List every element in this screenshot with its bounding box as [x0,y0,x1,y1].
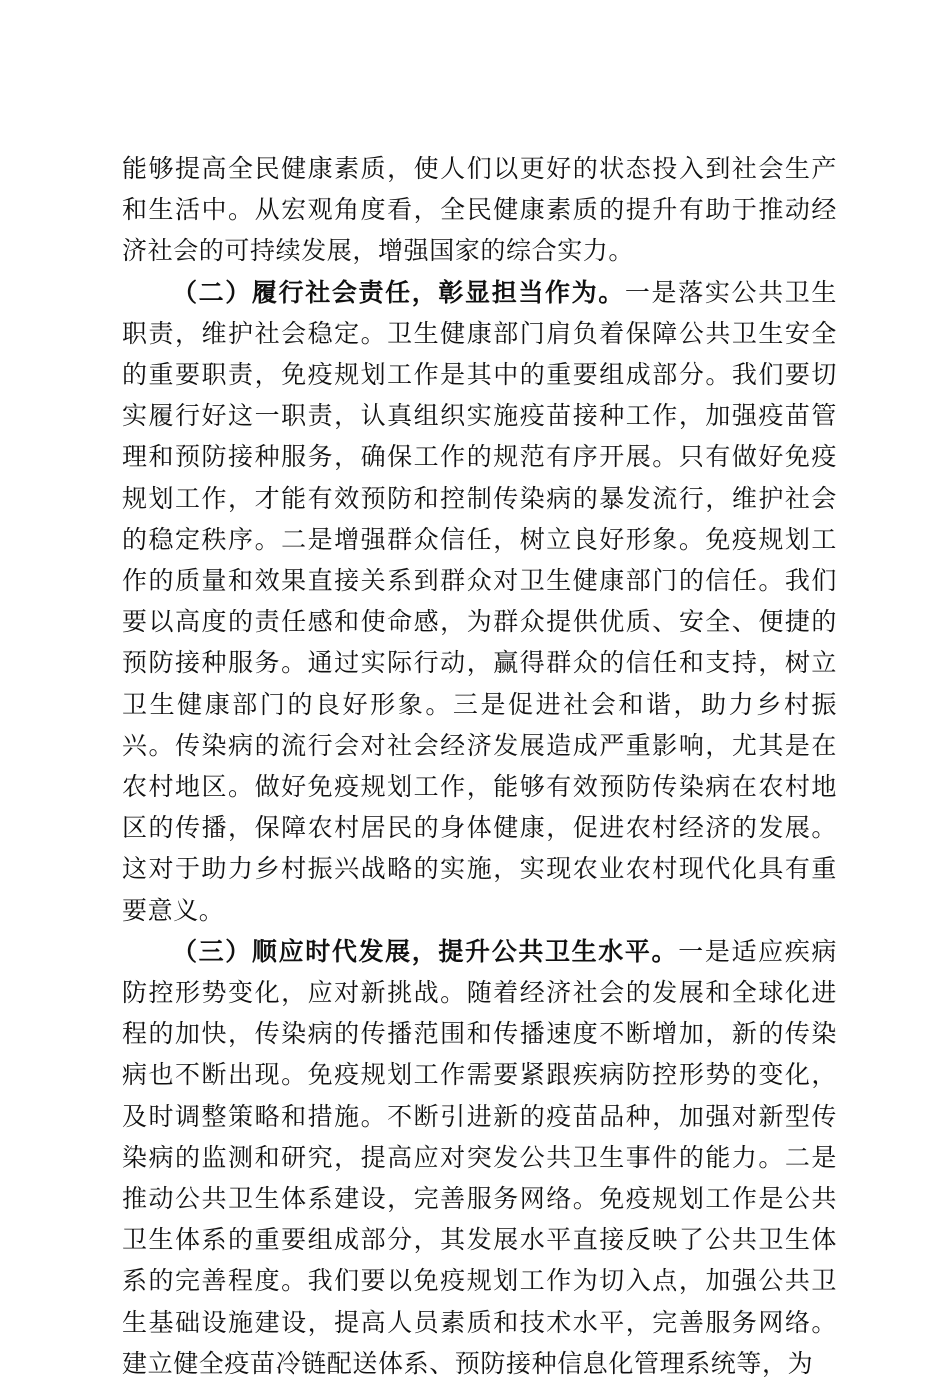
paragraph-body: 一是适应疾病防控形势变化，应对新挑战。随着经济社会的发展和全球化进程的加快，传染病的传播范围和传播速度不断增加，新的传染病也不断出现。免疫规划工作需要紧跟疾病防控形势的变化，及时调整策略和措施。不断引进新的疫苗品种，加强对新型传染病的监测和研究，提高应对突发公共卫生事件的能力。二是推动公共卫生体系建设，完善服务网络。免疫规划工作是公共卫生体系的重要组成部分，其发展水平直接反映了公共卫生体系的完善程度。我们要以免疫规划工作为切入点，加强公共卫生基础设施建设，提高人员素质和技术水平，完善服务网络。建立健全疫苗冷链配送体系、预防接种信息化管理系统等，为 [122,936,837,1378]
section-heading: （二）履行社会责任，彰显担当作为。 [172,277,625,307]
paragraph-body: 一是落实公共卫生职责，维护社会稳定。卫生健康部门肩负着保障公共卫生安全的重要职责，免疫规划工作是其中的重要组成部分。我们要切实履行好这一职责，认真组织实施疫苗接种工作，加强疫苗管理和预防接种服务，确保工作的规范有序开展。只有做好免疫规划工作，才能有效预防和控制传染病的暴发流行，维护社会的稳定秩序。二是增强群众信任，树立良好形象。免疫规划工作的质量和效果直接关系到群众对卫生健康部门的信任。我们要以高度的责任感和使命感，为群众提供优质、安全、便捷的预防接种服务。通过实际行动，赢得群众的信任和支持，树立卫生健康部门的良好形象。三是促进社会和谐，助力乡村振兴。传染病的流行会对社会经济发展造成严重影响，尤其是在农村地区。做好免疫规划工作，能够有效预防传染病在农村地区的传播，保障农村居民的身体健康，促进农村经济的发展。这对于助力乡村振兴战略的实施，实现农业农村现代化具有重要意义。 [122,277,837,925]
paragraph-section-two [122,272,837,931]
paragraph-continuation [122,148,837,272]
paragraph-section-three [122,931,837,1384]
document-body [122,148,837,1384]
section-heading: （三）顺应时代发展，提升公共卫生水平。 [172,936,679,966]
paragraph-body: 能够提高全民健康素质，使人们以更好的状态投入到社会生产和生活中。从宏观角度看，全民健康素质的提升有助于推动经济社会的可持续发展，增强国家的综合实力。 [122,154,837,266]
